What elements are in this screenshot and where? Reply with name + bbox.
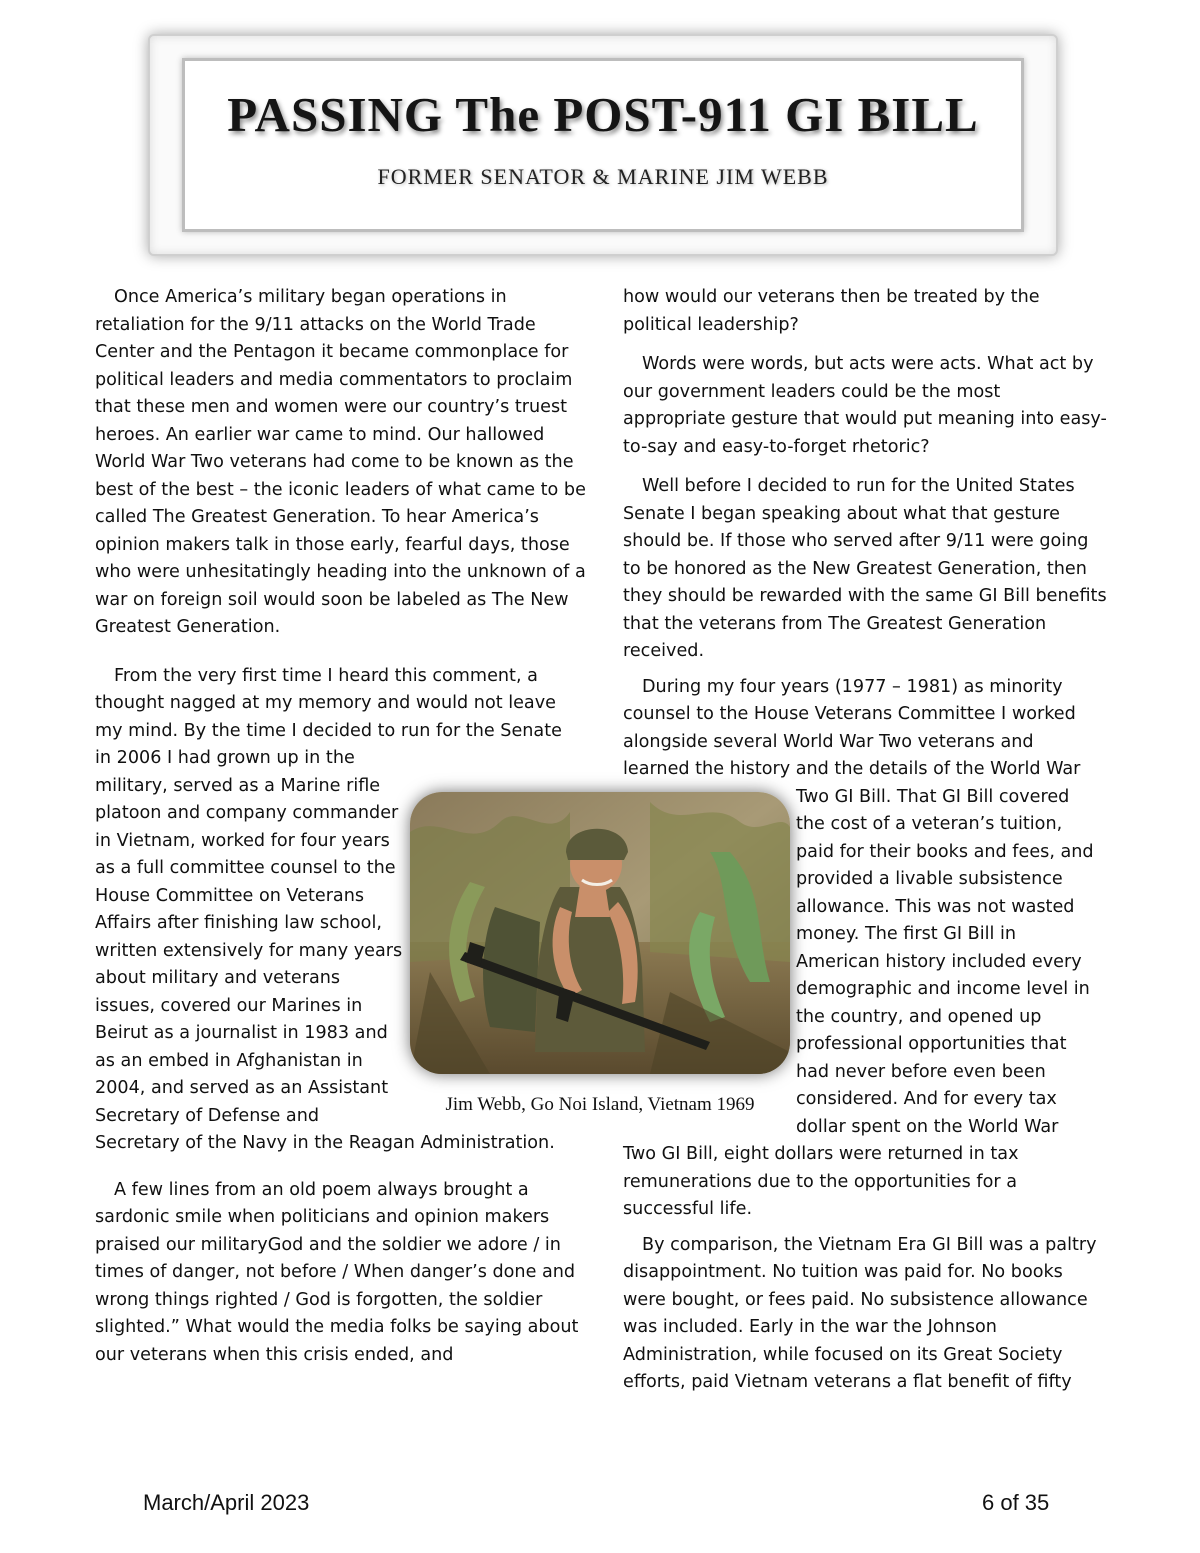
text-line: issues, covered our Marines in — [95, 995, 363, 1016]
text-line: paid for their books and fees, and — [796, 841, 1094, 862]
text-line: the country, and opened up — [796, 1006, 1042, 1027]
soldier-photo — [410, 792, 790, 1074]
text-line: Two GI Bill. That GI Bill covered — [796, 786, 1070, 807]
text-line: Secretary of Defense and — [95, 1105, 320, 1126]
text-line: considered. And for every tax — [796, 1089, 1057, 1109]
text-line: in Vietnam, worked for four years — [95, 830, 390, 851]
text-line: learned the history and the details of the World War — [623, 759, 1081, 779]
title-banner-inner — [182, 58, 1024, 232]
text-line: in 2006 I had grown up in the — [95, 748, 355, 768]
text-line: American history included every — [796, 951, 1082, 972]
text-line: had never before even been — [796, 1061, 1046, 1082]
text-line: During my four years (1977 – 1981) as minority — [642, 676, 1063, 697]
right-paragraph-1: Words were words, but acts were acts. What act by our government leaders could be the most appropriate gesture that would put meaning into easy-to-say and easy-to-forget rhetoric? — [623, 354, 1107, 457]
photo-caption: Jim Webb, Go Noi Island, Vietnam 1969 — [445, 1094, 755, 1115]
text-line: provided a livable subsistence — [796, 869, 1063, 889]
text-line: dollar spent on the World War — [796, 1116, 1059, 1137]
text-line: demographic and income level in — [796, 979, 1090, 999]
text-line: Beirut as a journalist in 1983 and — [95, 1023, 388, 1043]
text-line: Secretary of the Navy in the Reagan Administration. — [95, 1133, 555, 1153]
left-paragraph-3: A few lines from an old poem always brought a sardonic smile when politicians and opinion makers praised our militaryGod and the soldier we adore / in times of danger, not before / When danger’s done and wrong things righted / God is forgotten, the soldier slighted.” What would the media folks be saying about our veterans when this crisis ended, and — [95, 1179, 579, 1365]
right-paragraph-4: By comparison, the Vietnam Era GI Bill was a paltry disappointment. No tuition was paid for. No books were bought, or fees paid. No subsistence allowance was included. Early in the war the Johnson Administration, while focused on its Great Society efforts, paid Vietnam veterans a flat benefit of fifty — [623, 1234, 1097, 1392]
text-line: thought nagged at my memory and would not leave — [95, 693, 556, 713]
text-line: House Committee on Veterans — [95, 885, 365, 906]
text-line: written extensively for many years — [95, 940, 403, 961]
text-line: military, served as a Marine rifle — [95, 775, 381, 796]
text-line: my mind. By the time I decided to run for the Senate — [95, 720, 562, 741]
text-line: platoon and company commander — [95, 803, 399, 823]
text-line: Affairs after finishing law school, — [95, 913, 382, 933]
text-line: allowance. This was not wasted — [796, 896, 1075, 917]
text-line: money. The first GI Bill in — [796, 924, 1017, 944]
issue-date: March/April 2023 — [143, 1490, 310, 1515]
text-line: counsel to the House Veterans Committee I worked — [623, 704, 1076, 724]
text-line: alongside several World War Two veterans and — [623, 731, 1034, 752]
text-line: the cost of a veteran’s tuition, — [796, 814, 1063, 834]
text-line: From the very first time I heard this comment, a — [114, 665, 538, 686]
text-line: as an embed in Afghanistan in — [95, 1050, 363, 1071]
text-line: about military and veterans — [95, 968, 341, 988]
article-subtitle: FORMER SENATOR & MARINE JIM WEBB — [377, 164, 829, 189]
text-line: remunerations due to the opportunities for a — [623, 1171, 1017, 1192]
text-line: as a full committee counsel to the — [95, 858, 396, 878]
text-line: successful life. — [623, 1199, 753, 1219]
text-line: Two GI Bill, eight dollars were returned in tax — [623, 1144, 1019, 1164]
article-title: PASSING The POST-911 GI BILL — [227, 87, 979, 142]
text-line: 2004, and served as an Assistant — [95, 1078, 389, 1098]
right-paragraph-0: how would our veterans then be treated by the political leadership? — [623, 287, 1040, 335]
text-line: professional opportunities that — [796, 1034, 1067, 1054]
title-banner — [148, 34, 1058, 256]
left-paragraph-1: Once America’s military began operations in retaliation for the 9/11 attacks on the World Trade Center and the Pentagon it became commonplace for political leaders and media commentators to proclaim that these men and women were our country’s truest heroes. An earlier war came to mind. Our hallowed World War Two veterans had come to be known as the best of the best – the iconic leaders of what came to be called The Greatest Generation. To hear America’s opinion makers talk in those early, fearful days, those who were unhesitatingly heading into the unknown of a war on foreign soil would soon be labeled as The New Greatest Generation. — [95, 287, 586, 637]
right-paragraph-2: Well before I decided to run for the United States Senate I began speaking about what that gesture should be. If those who served after 9/11 were going to be honored as the New Greatest Generation, then they should be rewarded with the same GI Bill benefits that the veterans from The Greatest Generation received. — [623, 476, 1107, 661]
page-number: 6 of 35 — [982, 1490, 1050, 1515]
